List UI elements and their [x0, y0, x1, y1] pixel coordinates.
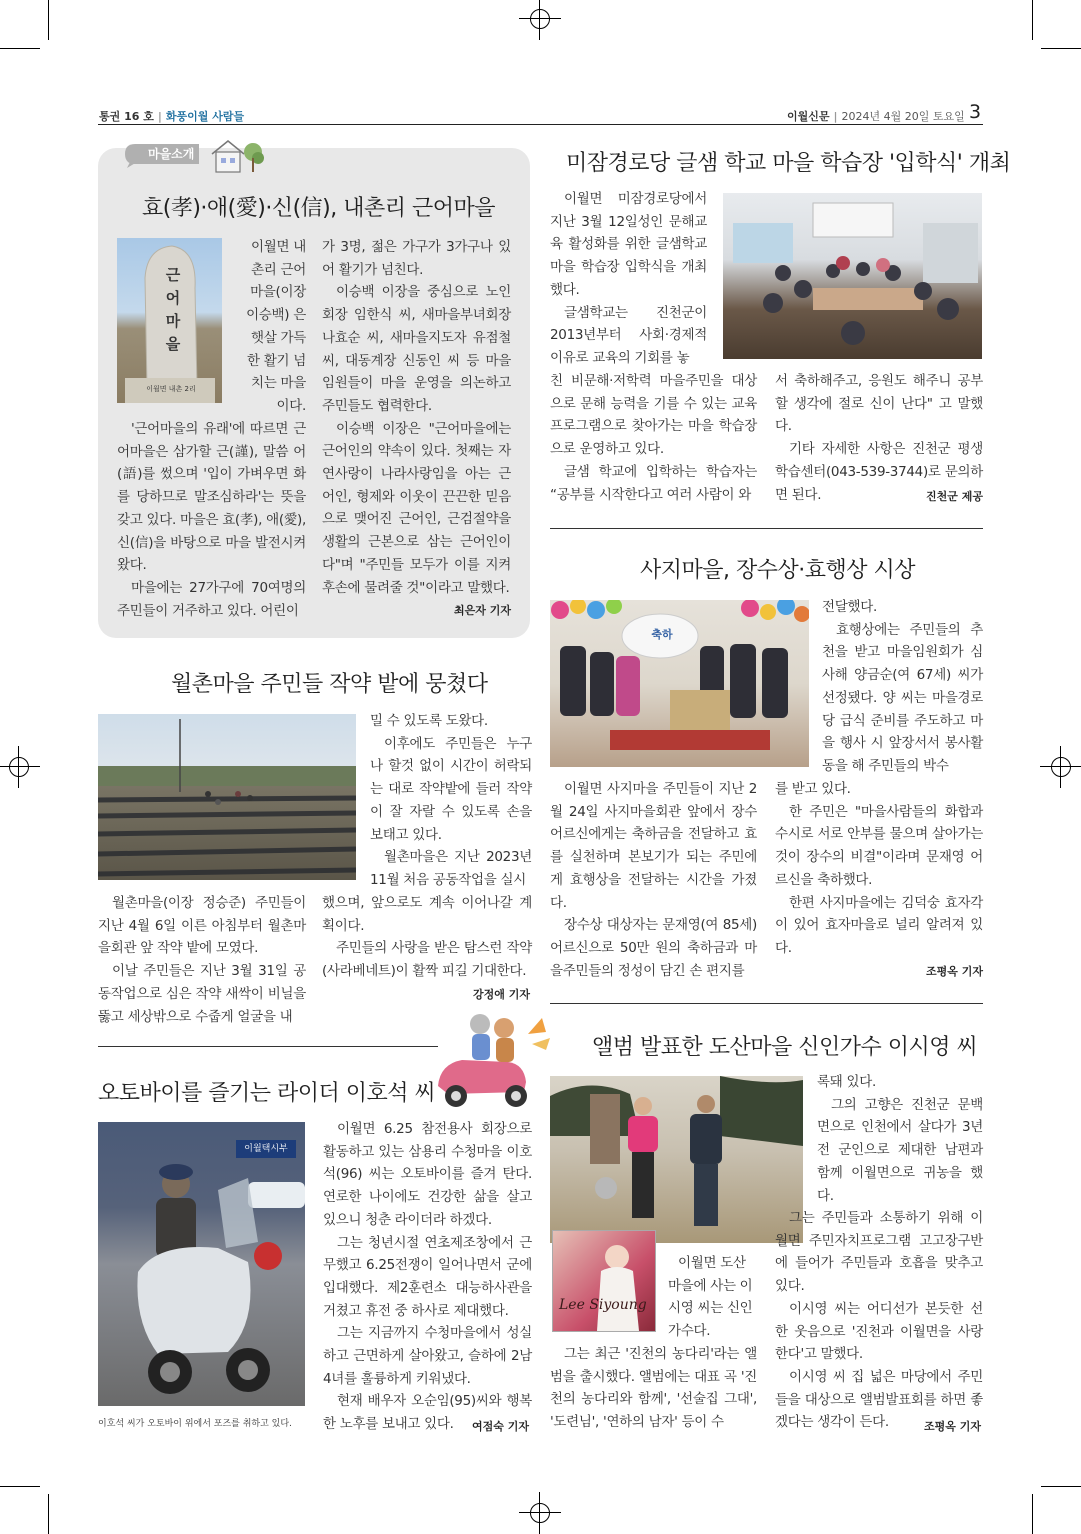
article2-byline: 강정애 기자 — [473, 988, 530, 1001]
article6-byline: 조평옥 기자 — [924, 1420, 981, 1433]
paragraph: 글샘학교는 진천군이 2013년부터 사회·경제적 이유로 교육의 기회를 놓 — [550, 304, 707, 366]
crop-mark — [1041, 48, 1081, 49]
page-header-left: 통권 16 호 | 화풍이월 사람들 — [99, 110, 245, 123]
shop-sign: 이월택시부 — [236, 1140, 296, 1158]
celebration-banner-text: 축하 — [651, 628, 673, 641]
paragraph: 이날 주민들은 지난 3월 31일 공동작업으로 심은 작약 새싹이 비닐을 뚫고 세상밖으로 수줍게 얼굴을 내 — [98, 963, 306, 1025]
text-line: 한 활기 넘 — [247, 352, 306, 369]
text-line: 이월면 내 — [251, 239, 306, 255]
paragraph: 이승백 이장은 "근어마을에는 근어인의 약속이 있다. 첫째는 자연사랑이 나라사랑임을 아는 근어인, 형제와 이웃이 끈끈한 믿음으로 맺어진 근어인, 근검절약을 생활의 근본으로 삼는 근어인이다"며 "주민들 모두가 이를 지켜 후손에 물려줄 것"이라고 말했다. — [322, 420, 511, 596]
section-title: 화풍이월 사람들 — [165, 110, 245, 123]
text-line: 햇살 가득 — [251, 329, 306, 346]
text-line: 이승백) 은 — [246, 307, 306, 324]
article3-photo-caption: 이호석 씨가 오토바이 위에서 포즈를 취하고 있다. — [98, 1419, 292, 1429]
registration-mark-left — [6, 754, 32, 780]
registration-mark-top — [527, 6, 553, 32]
paragraph: 이시영 씨는 어디선가 본듯한 선한 웃음으로 '진천과 이월면을 사랑한다'고 말했다. — [775, 1300, 983, 1363]
paragraph: 이월면 사지마을 주민들이 지난 2월 24일 사지마을회관 앞에서 장수어르신에게는 축하금을 전달하고 효를 실천하며 본보기가 되는 주민에게 효행상을 전달하는 시간을 가졌다. — [550, 781, 757, 911]
crop-mark — [1032, 0, 1033, 40]
paragraph: 현재 배우자 오순임(95)씨와 행복한 노후를 보내고 있다. — [323, 1393, 532, 1433]
stone-monument-photo — [117, 238, 222, 403]
article2-headline: 월촌마을 주민들 작약 밭에 뭉쳤다 — [171, 672, 488, 697]
article3-headline: 오토바이를 즐기는 라이더 이호석 씨 — [98, 1081, 436, 1106]
text-line: 치는 마을 — [251, 375, 306, 392]
stone-carved-text: 근어마을 — [165, 266, 181, 353]
paragraph: 그는 최근 '진천의 농다리'라는 앨범을 출시했다. 앨범에는 대표 곡 '진천의 농다리와 함께', '선술집 그대', '도련님', '연하의 남자' 등이 수 — [550, 1346, 757, 1431]
paragraph: 장수상 대상자는 문재영(여 85세) 어르신으로 50만 원의 축하금과 마을주민들의 정성이 담긴 손 편지를 — [550, 917, 757, 979]
text-line: 가수다. — [668, 1323, 711, 1340]
rider-scooter-photo — [98, 1122, 305, 1406]
article4-col1-rest — [550, 370, 757, 506]
album-title-script: Lee Siyoung — [559, 1297, 647, 1313]
paragraph: 를 받고 있다. — [775, 781, 851, 797]
article5-col1 — [550, 778, 757, 982]
article1-byline: 최은자 기자 — [454, 604, 511, 617]
peony-field-photo — [98, 714, 356, 880]
paragraph: 밀 수 있도록 도왔다. — [370, 713, 488, 729]
paragraph: 기타 자세한 사항은 진천군 평생학습센터(043-539-3744)로 문의하면 된다. — [775, 441, 983, 503]
article2-right-top — [370, 710, 532, 892]
article4-headline: 미잠경로당 글샘 학교 마을 학습장 '입학식' 개최 — [566, 151, 1011, 176]
article6-col2-top — [817, 1071, 983, 1207]
paragraph: 한 주민은 "마을사람들의 화합과 수시로 서로 안부를 물으며 살아가는것이 장수의 비결"이라며 문재영 어르신을 축하했다. — [775, 803, 983, 888]
text-line: 이다. — [276, 397, 306, 414]
article5-byline: 조평옥 기자 — [926, 965, 983, 978]
paragraph: 서 축하해주고, 응원도 해주니 공부할 생각에 절로 신이 난다" 고 말했다. — [775, 373, 983, 435]
page-header-right: 이월신문 | 2024년 4월 20일 토요일 — [787, 110, 965, 123]
paragraph: 했으며, 앞으로도 계속 이어나갈 계획이다. — [322, 895, 532, 934]
crop-mark — [0, 1486, 40, 1487]
paragraph: 마을에는 27가구에 70여명의 주민들이 거주하고 있다. 어린이 — [117, 579, 306, 619]
article6-col2 — [775, 1207, 983, 1434]
article4-col1-top — [550, 188, 707, 370]
paragraph: 가 3명, 젊은 가구가 3가구나 있어 활기가 넘친다. — [322, 239, 511, 278]
crop-mark — [48, 1494, 49, 1534]
paragraph: 전달했다. — [822, 599, 877, 615]
scooter-couple-illustration — [428, 1008, 556, 1110]
album-cover-photo — [552, 1230, 656, 1332]
paper-name: 이월신문 — [787, 110, 830, 123]
article2-col1 — [98, 892, 306, 1028]
issue-number: 통권 16 호 — [99, 110, 154, 123]
article3-body — [323, 1118, 532, 1436]
paragraph: 그는 지금까지 수청마을에서 성실하고 근면하게 살아왔고, 슬하에 2남 4녀를 훌륭하게 키워냈다. — [323, 1325, 532, 1387]
article5-right-top — [822, 596, 983, 778]
classroom-entrance-photo — [723, 193, 982, 359]
text-line: 시영 씨는 신인 — [668, 1300, 753, 1317]
article6-col1-beside — [668, 1252, 758, 1343]
paragraph: 글샘 학교에 입학하는 학습자는 “공부를 시작한다고 여러 사람이 와 — [550, 463, 757, 503]
paragraph: 효행상에는 주민들의 추천을 받고 마을임원회가 심사해 양금순(여 67세) 씨가 선정됐다. 양 씨는 마을경로당 급식 준비를 주도하고 마을 행사 시 앞장서서 봉사활동을 해 주민들의 박수 — [822, 621, 983, 774]
paragraph: 이시영 씨 집 넓은 마당에서 주민들을 대상으로 앨범발표회를 하면 좋겠다는 생각이 든다. — [775, 1368, 983, 1431]
paragraph: 한편 사지마을에는 김덕숭 효자각이 있어 효자마을로 널리 알려져 있다. — [775, 894, 983, 956]
crop-mark — [48, 0, 49, 40]
paragraph: 그의 고향은 진천군 문백면으로 인천에서 살다가 3년 전 군인으로 제대한 남편과 함께 이월면으로 귀농을 했다. — [817, 1096, 983, 1204]
article1-col2-body — [322, 236, 511, 599]
section-divider — [550, 528, 983, 529]
registration-mark-right — [1048, 754, 1074, 780]
crop-mark — [0, 48, 40, 49]
paragraph: 월촌마을(이장 정승준) 주민들이 지난 4월 6일 이른 아침부터 월촌마을회관 앞 작약 밭에 모였다. — [98, 895, 306, 957]
article1-headline: 효(孝)·애(愛)·신(信), 내촌리 근어마을 — [142, 196, 495, 221]
paragraph: 이월면 6.25 참전용사 회장으로 활동하고 있는 삼용리 수청마을 이호석(96) 씨는 오토바이를 즐겨 탄다. 연로한 나이에도 건강한 삶을 살고 있으니 청춘 라이더라 하겠다. — [323, 1121, 532, 1228]
paragraph: 이후에도 주민들은 누구나 할것 없이 시간이 허락되는 대로 작약밭에 들러 작약이 잘 자랄 수 있도록 손을 보태고 있다. — [370, 735, 532, 843]
section-divider — [550, 1003, 983, 1004]
singer-couple-photo — [550, 1076, 803, 1243]
village-tag-label: 마을소개 — [148, 147, 195, 161]
article5-headline: 사지마을, 장수상·효행상 시상 — [640, 558, 915, 583]
stone-base-text: 이월면 내촌 2리 — [146, 385, 196, 393]
paragraph: 그는 청년시절 연초제조창에서 근무했고 6.25전쟁이 일어나면서 군에 입대했다. 제2훈련소 대능하사관을 거쳤고 휴전 중 하사로 제대했다. — [323, 1234, 532, 1319]
paragraph: '근어마을의 유래'에 따르면 근어마을은 삼가할 근(謹), 말씀 어(語)를 썼으며 '입이 가벼우면 화를 당하므로 말조심하라'는 뜻을 갖고 있다. 마을은 효(孝), 애(愛), 신(信)을 바탕으로 마을 발전시켜왔다. — [117, 421, 306, 574]
paragraph: 주민들의 사랑을 받은 탐스런 작약(사라베네트)이 활짝 피길 기대한다. — [322, 940, 532, 980]
article6-col1 — [550, 1343, 757, 1434]
header-rule — [98, 124, 983, 125]
article2-col2 — [322, 892, 532, 983]
award-ceremony-photo — [550, 600, 809, 767]
publish-date: 2024년 4월 20일 토요일 — [841, 110, 965, 123]
paragraph: 록돼 있다. — [817, 1074, 876, 1090]
article5-col2 — [775, 778, 983, 960]
text-line: 촌리 근어 — [251, 261, 306, 278]
article1-col1-body — [117, 418, 306, 622]
paragraph: 이월면 미잠경로당에서 지난 3월 12일성인 문해교육 활성화를 위한 글샘학교 마을 학습장 입학식을 개최했다. — [550, 191, 707, 298]
text-line: 마을(이장 — [250, 284, 306, 301]
crop-mark — [1041, 1486, 1081, 1487]
section-divider — [98, 1046, 438, 1047]
text-line: 마을에 사는 이 — [668, 1277, 753, 1294]
article4-byline: 진천군 제공 — [926, 490, 983, 503]
text-line: 이월면 도산 — [678, 1255, 746, 1271]
article1-col1-top — [235, 236, 306, 418]
registration-mark-bottom — [527, 1500, 553, 1526]
article3-byline: 여점숙 기자 — [472, 1420, 529, 1433]
paragraph: 이승백 이장을 중심으로 노인회장 임한식 씨, 새마을부녀회장 나효순 씨, 새마을지도자 유점철 씨, 대동계장 신동인 씨 등 마을임원들이 마을 운영을 의논하고 주민들도 협력한다. — [322, 284, 511, 414]
house-tree-icon — [210, 136, 265, 176]
article6-headline: 앨범 발표한 도산마을 신인가수 이시영 씨 — [592, 1035, 978, 1060]
paragraph: 월촌마을은 지난 2023년 11월 처음 공동작업을 실시 — [370, 849, 532, 888]
page-number: 3 — [969, 101, 982, 123]
paragraph: 그는 주민들과 소통하기 위해 이월면 주민자치프로그램 고고장구반에 들어가 주민들과 호흡을 맞추고 있다. — [775, 1210, 983, 1295]
crop-mark — [1032, 1494, 1033, 1534]
article4-col2 — [775, 370, 983, 506]
paragraph: 친 비문해·저학력 마을주민을 대상으로 문해 능력을 기를 수 있는 교육 프로그램으로 찾아가는 마을 학습장으로 운영하고 있다. — [550, 373, 757, 458]
